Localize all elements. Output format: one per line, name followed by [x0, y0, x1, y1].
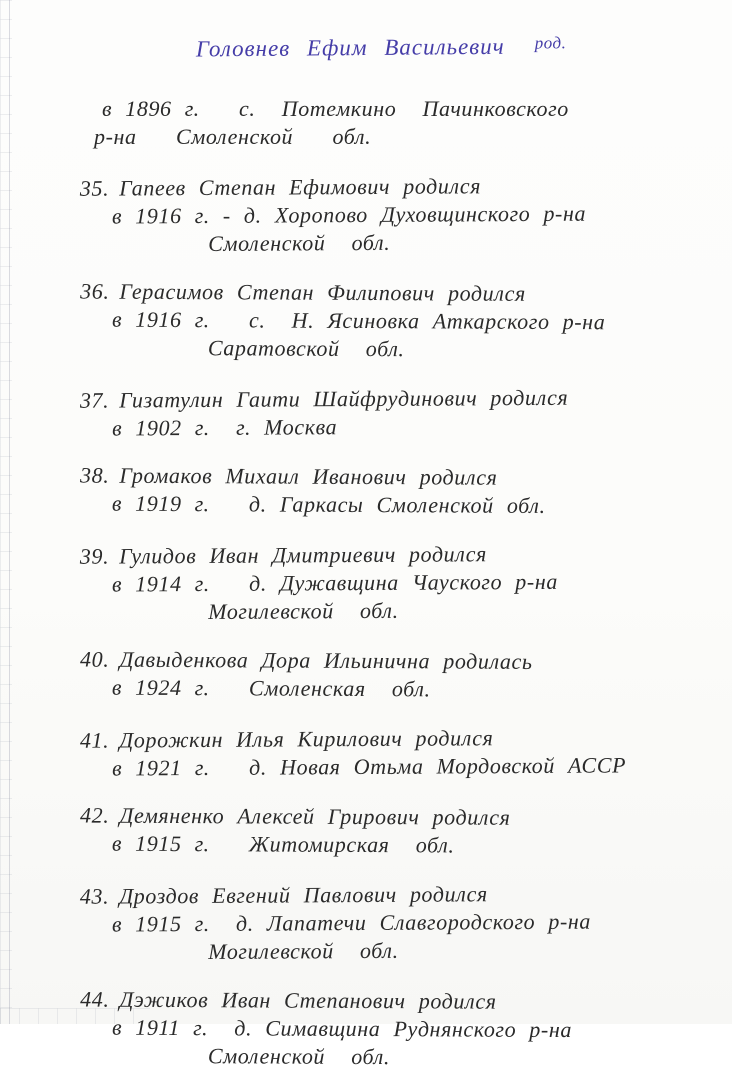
entry-list	[0, 173, 726, 1071]
entry-detail-line: Саратовской обл.	[207, 335, 405, 362]
entry-name-line: 44. Дэжиков Иван Степанович родился	[80, 986, 497, 1014]
entry-detail-line: в 1902 г. г. Москва	[112, 414, 338, 441]
entry-name-line: 35. Гапеев Степан Ефимович родился	[79, 173, 482, 201]
entry-number: 36.	[80, 278, 110, 304]
list-entry	[0, 723, 726, 783]
entry-number: 37.	[79, 387, 110, 413]
header-continuation-entry	[0, 3, 726, 151]
entry-number: 39.	[79, 543, 110, 569]
entry-name-line: 41. Дорожкин Илья Кирилович родился	[79, 725, 494, 753]
entry-detail-line: в 1924 г. Смоленская обл.	[111, 674, 431, 702]
entry-detail-line: в 1916 г. - д. Хоропово Духовщинского р-на	[111, 200, 587, 229]
entry-name-line: 39. Гулидов Иван Дмитриевич родился	[79, 541, 487, 569]
entry-name-line: 37. Гизатулин Гаити Шайфрудинович родился	[79, 384, 569, 413]
list-entry	[0, 879, 726, 967]
entry-detail-line: Смоленской обл.	[207, 1043, 391, 1070]
entry-number: 40.	[80, 646, 110, 672]
entry-detail-line: в 1915 г. д. Лапатечи Славгородского р-на	[111, 908, 592, 937]
header-birth-line: в 1896 г. с. Потемкино Пачинковского	[102, 96, 569, 121]
list-entry	[0, 171, 726, 259]
list-entry	[0, 985, 726, 1073]
entry-number: 43.	[79, 883, 110, 909]
entry-number: 44.	[80, 986, 110, 1012]
header-name-blue: Головнев Ефим Васильевич	[195, 33, 505, 62]
entry-detail-line: Могилевской обл.	[208, 937, 399, 964]
list-entry	[0, 645, 726, 705]
list-entry	[0, 277, 726, 365]
entry-detail-line: в 1914 г. д. Дужавщина Чауского р-на	[111, 568, 558, 597]
entry-detail-line: в 1911 г. д. Симавщина Руднянского р-на	[111, 1014, 573, 1043]
entry-name-line: 40. Давыденкова Дора Ильинична родилась	[80, 646, 533, 674]
entry-number: 41.	[79, 727, 110, 753]
entry-detail-line: в 1921 г. д. Новая Отьма Мордовской АССР	[112, 752, 627, 781]
entry-number: 42.	[80, 802, 110, 828]
header-name-line	[0, 0, 726, 98]
header-rod-note: род.	[534, 33, 567, 53]
entry-detail-line: в 1919 г. д. Гаркасы Смоленской обл.	[111, 490, 546, 518]
entry-name-line: 36. Герасимов Степан Филипович родился	[80, 278, 526, 306]
entry-detail-line: Могилевской обл.	[208, 597, 399, 624]
entry-number: 38.	[80, 462, 110, 488]
entry-detail-line: в 1916 г. с. Н. Ясиновка Аткарского р-на	[111, 306, 606, 335]
entry-detail-line: Смоленской обл.	[208, 229, 391, 256]
entry-name-line: 43. Дроздов Евгений Павлович родился	[79, 881, 488, 909]
list-entry	[0, 383, 726, 443]
header-region-line: р-на Смоленской обл.	[94, 124, 372, 149]
entry-number: 35.	[79, 175, 110, 201]
list-entry	[0, 461, 726, 521]
entry-name-line: 38. Громаков Михаил Иванович родился	[80, 462, 498, 490]
list-entry	[0, 801, 726, 861]
entry-name-line: 42. Демяненко Алексей Грирович родился	[80, 802, 511, 830]
entry-detail-line: в 1915 г. Житомирская обл.	[111, 830, 455, 858]
list-entry	[0, 539, 726, 627]
